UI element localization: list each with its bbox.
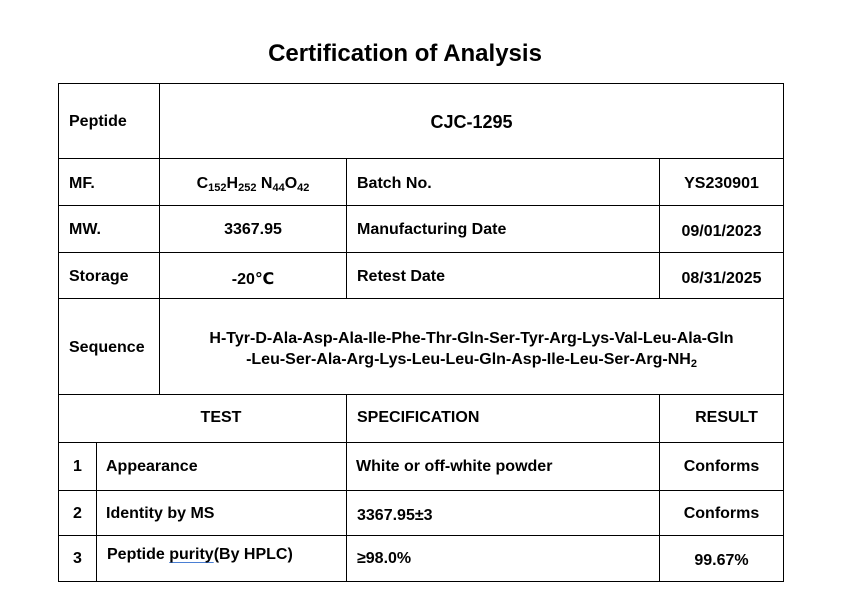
document-title: Certification of Analysis [268,40,542,67]
mf-count: 42 [297,182,310,194]
mf-element: N [260,175,273,192]
sequence-line-1: H-Tyr-D-Ala-Asp-Ala-Ile-Phe-Thr-Gln-Ser-Tyr-Arg-Lys-Val-Leu-Ala-Gln [209,330,734,347]
test-header: TEST [200,409,242,426]
manufacturing-date-label: Manufacturing Date [357,221,507,238]
sequence-label: Sequence [69,339,145,356]
test-result: Conforms [683,458,760,475]
retest-date-label: Retest Date [357,268,446,285]
batch-label: Batch No. [357,175,432,192]
sequence-value [160,328,783,375]
test-number: 1 [73,458,82,475]
mf-element: H [226,175,239,192]
molecular-formula [160,175,346,194]
test-name: Appearance [106,458,198,475]
storage-label: Storage [69,268,129,285]
test-name-suffix: (By HPLC) [213,546,293,563]
retest-date-value: 08/31/2025 [681,270,762,287]
sequence-line-2 [160,349,783,375]
peptide-value: CJC-1295 [430,112,513,132]
mf-label: MF. [69,175,95,192]
mf-count: 44 [272,182,285,194]
mf-element: C [196,175,209,192]
test-result: Conforms [683,505,760,522]
mf-count: 152 [208,182,227,194]
test-number: 3 [73,550,82,567]
test-name [107,546,293,564]
test-name: Identity by MS [106,505,215,522]
test-specification: 3367.95±3 [357,507,433,524]
test-specification: White or off-white powder [356,458,553,475]
manufacturing-date-value: 09/01/2023 [681,223,762,240]
test-number: 2 [73,505,82,522]
purity-spellcheck-word: purity [169,546,214,563]
test-result: 99.67% [694,552,749,569]
result-header: RESULT [695,409,758,426]
batch-value: YS230901 [684,175,759,192]
specification-header: SPECIFICATION [357,409,480,426]
test-name-prefix: Peptide [107,546,170,563]
mw-value: 3367.95 [224,221,282,238]
peptide-label: Peptide [69,113,127,130]
sequence-line-2-text: -Leu-Ser-Ala-Arg-Lys-Leu-Leu-Gln-Asp-Ile-Leu-Ser-Arg-NH [246,351,691,368]
sequence-subscript: 2 [690,358,697,370]
mf-element: O [284,175,298,192]
mf-count: 252 [238,182,257,194]
mw-label: MW. [69,221,101,238]
storage-value: -20℃ [231,271,275,288]
test-specification: ≥98.0% [357,550,412,567]
